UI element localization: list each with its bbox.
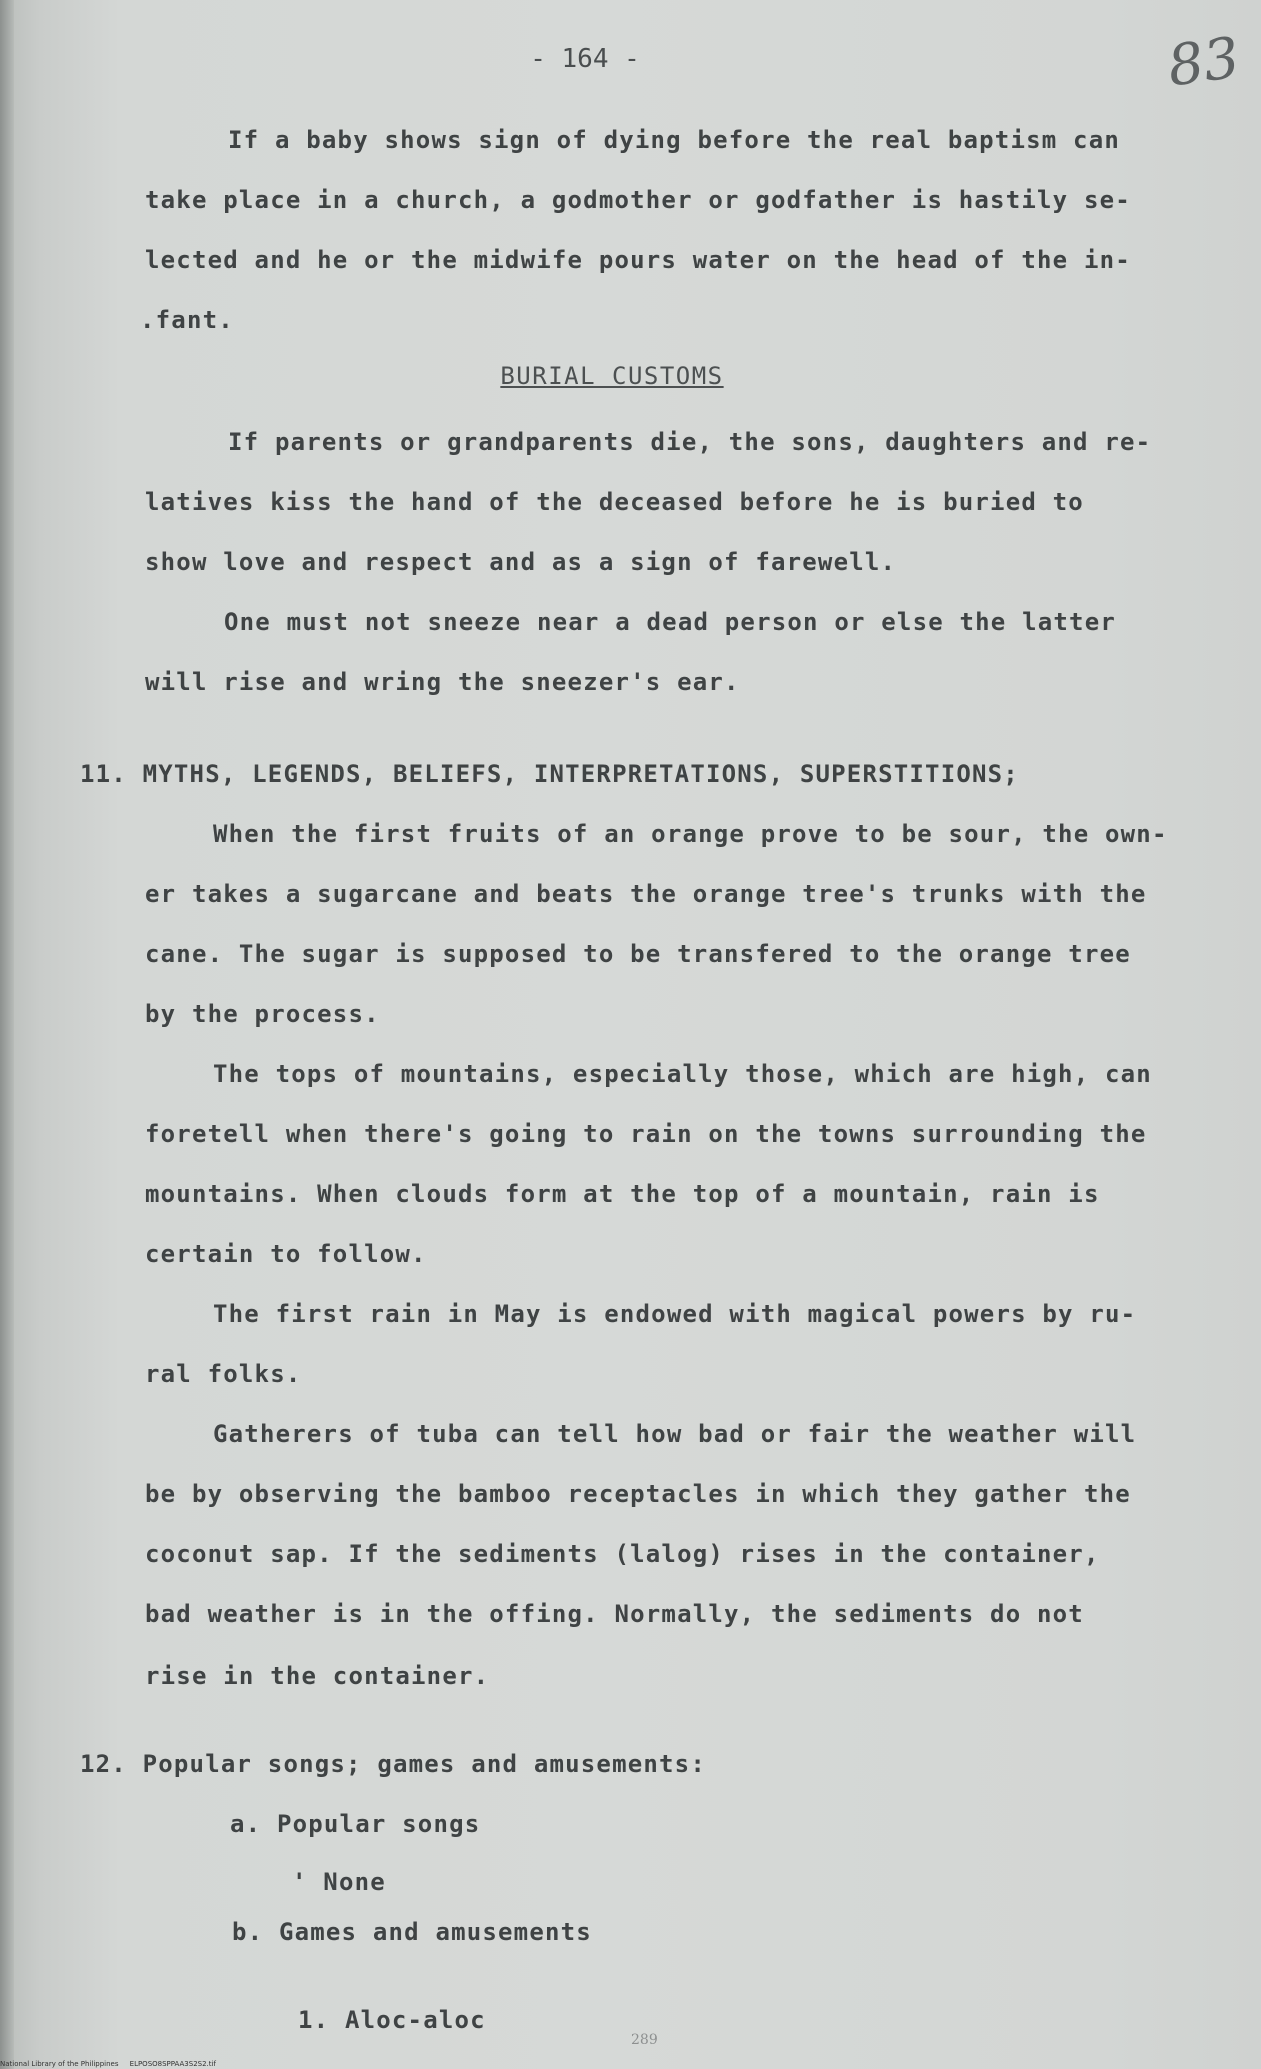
handwritten-folio-number: 83 [1163, 25, 1244, 100]
paragraph-line: mountains. When clouds form at the top of a mountain, rain is [145, 1180, 1100, 1208]
paragraph-line: When the first fruits of an orange prove to be sour, the own- [213, 820, 1168, 848]
paragraph-line: cane. The sugar is supposed to be transfered to the orange tree [145, 940, 1131, 968]
page-number: - 164 - [530, 44, 640, 74]
paragraph-line: er takes a sugarcane and beats the orange tree's trunks with the [145, 880, 1147, 908]
paragraph-line: coconut sap. If the sediments (lalog) rises in the container, [145, 1540, 1100, 1568]
footer-library-name: National Library of the Philippines [0, 2060, 119, 2068]
section-12-heading: 12. Popular songs; games and amusements: [80, 1750, 706, 1778]
paragraph-line: .fant. [140, 306, 234, 334]
paragraph-line: certain to follow. [145, 1240, 427, 1268]
paragraph-line: Gatherers of tuba can tell how bad or fair the weather will [213, 1420, 1137, 1448]
list-item-a-value: ' None [292, 1868, 386, 1896]
paragraph-line: If a baby shows sign of dying before the real baptism can [228, 126, 1121, 154]
paragraph-line: will rise and wring the sneezer's ear. [145, 668, 740, 696]
paragraph-line: rise in the container. [145, 1662, 490, 1690]
paragraph-line: take place in a church, a godmother or godfather is hastily se- [145, 186, 1131, 214]
paragraph-line: The tops of mountains, especially those, which are high, can [213, 1060, 1152, 1088]
list-item-a: a. Popular songs [230, 1810, 481, 1838]
page-edge-shadow [0, 0, 14, 2069]
paragraph-line: show love and respect and as a sign of farewell. [145, 548, 897, 576]
list-item-b1: 1. Aloc-aloc [298, 2006, 486, 2034]
paragraph-line: ral folks. [145, 1360, 302, 1388]
paragraph-line: foretell when there's going to rain on the towns surrounding the [145, 1120, 1147, 1148]
archive-stamp-number: 289 [631, 2032, 658, 2048]
paragraph-line: bad weather is in the offing. Normally, the sediments do not [145, 1600, 1084, 1628]
paragraph-line: latives kiss the hand of the deceased before he is buried to [145, 488, 1084, 516]
paragraph-line: lected and he or the midwife pours water on the head of the in- [145, 246, 1131, 274]
paragraph-line: One must not sneeze near a dead person or else the latter [224, 608, 1117, 636]
paragraph-line: be by observing the bamboo receptacles in which they gather the [145, 1480, 1131, 1508]
section-11-heading: 11. MYTHS, LEGENDS, BELIEFS, INTERPRETATIONS, SUPERSTITIONS; [80, 760, 1019, 788]
footer-file-id: ELPOSO8SPPAA3S2S2.tif [129, 2060, 216, 2068]
scan-footer [0, 2060, 216, 2068]
paragraph-line: If parents or grandparents die, the sons, daughters and re- [228, 428, 1152, 456]
burial-customs-heading: BURIAL CUSTOMS [500, 362, 724, 390]
list-item-b: b. Games and amusements [232, 1918, 592, 1946]
paragraph-line: The first rain in May is endowed with magical powers by ru- [213, 1300, 1137, 1328]
paragraph-line: by the process. [145, 1000, 380, 1028]
